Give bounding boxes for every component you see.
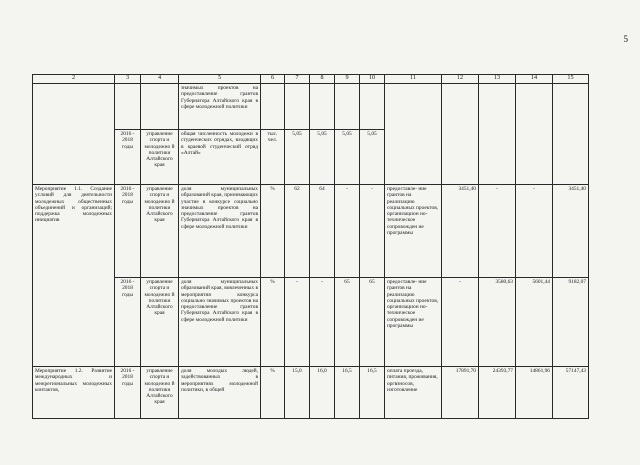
value-cell: 16,0 [310, 367, 335, 419]
unit-cell: % [261, 185, 285, 278]
indicator-cell: значимых проектов на предоставление грантов Губернатора Алтайского края в сфере молодежной политики [179, 84, 261, 130]
value-cell: 16,5 [360, 367, 385, 419]
header-cell: 9 [335, 75, 360, 84]
header-cell: 10 [360, 75, 385, 84]
header-cell: 7 [285, 75, 310, 84]
value-cell: - [285, 278, 310, 367]
table-row [33, 130, 589, 185]
header-cell: 14 [516, 75, 553, 84]
header-cell: 11 [385, 75, 442, 84]
value-cell: 16,5 [335, 367, 360, 419]
header-cell: 15 [553, 75, 589, 84]
header-cell: 5 [179, 75, 261, 84]
activity-cell: предоставле- ние грантов на реализацию социальных проектов, организацион но- техническое сопровожден ие программы [385, 278, 442, 367]
value-cell: 62 [285, 185, 310, 278]
value-cell: 57147,43 [553, 367, 589, 419]
value-cell: 65 [360, 278, 385, 367]
indicator-cell: доля муниципальных образований края, принимающих участие в конкурсе социально значимых проектов на предоставление грантов Губернатора Алтайского края в сфере молодежной политики [179, 185, 261, 278]
value-cell: 17891,70 [442, 367, 479, 419]
header-cell: 3 [115, 75, 141, 84]
period-cell: 2016 - 2018 годы [115, 278, 141, 367]
indicator-cell: общая численность молодежи в студенческих отрядах, входящих в краевой студенческий отряд «Алтай» [179, 130, 261, 185]
value-cell: 64 [310, 185, 335, 278]
value-cell: 3580,63 [479, 278, 516, 367]
table-row [33, 84, 589, 130]
value-cell: 5,05 [285, 130, 310, 185]
value-cell: 24393,77 [479, 367, 516, 419]
value-cell: 15,0 [285, 367, 310, 419]
value-cell: 5,05 [360, 130, 385, 185]
value-cell: - [516, 185, 553, 278]
activity-cell: предоставле- ние грантов на реализацию социальных проектов, организацион но- техническое сопровожден ие программы [385, 185, 442, 278]
value-cell: - [479, 185, 516, 278]
value-cell: 5601,44 [516, 278, 553, 367]
value-cell: - [335, 185, 360, 278]
header-row [33, 75, 589, 84]
header-cell: 4 [141, 75, 179, 84]
unit-cell: % [261, 278, 285, 367]
value-cell: - [360, 185, 385, 278]
period-cell: 2016 - 2018 годы [115, 367, 141, 419]
activity-cell: оплата проезда, питания, проживания, оргвзносов, изготовление [385, 367, 442, 419]
value-cell: 9182,07 [553, 278, 589, 367]
event-cell: Мероприятие 1.1. Создание условий для деятельности молодежных общественных объединений и организаций; поддержка молодежных инициатив [33, 185, 115, 367]
header-cell: 13 [479, 75, 516, 84]
value-cell: - [442, 278, 479, 367]
unit-cell: % [261, 367, 285, 419]
header-cell: 8 [310, 75, 335, 84]
period-cell: 2016 - 2018 годы [115, 185, 141, 278]
page-number: 5 [623, 34, 628, 44]
value-cell: 3451,40 [442, 185, 479, 278]
header-cell: 2 [33, 75, 115, 84]
indicator-cell: доля молодых людей, задействованных в мероприятиях молодежной политики, в общей [179, 367, 261, 419]
value-cell: 5,05 [335, 130, 360, 185]
value-cell: 5,05 [310, 130, 335, 185]
executor-cell: управление спорта и молодежно й политики Алтайского края [141, 130, 179, 185]
value-cell: 65 [335, 278, 360, 367]
value-cell: - [310, 278, 335, 367]
value-cell: 3451,40 [553, 185, 589, 278]
table-row [33, 185, 589, 278]
table-row [33, 367, 589, 419]
header-cell: 6 [261, 75, 285, 84]
unit-cell: тыс. чел. [261, 130, 285, 185]
period-cell: 2016 - 2018 годы [115, 130, 141, 185]
event-cell: Мероприятие 1.2. Развитие международных и межрегиональных молодежных контактов, [33, 367, 115, 419]
program-table [32, 74, 589, 419]
header-cell: 12 [442, 75, 479, 84]
indicator-cell: доля муниципальных образований края, вовлеченных в мероприятия конкурса социально значимых проектов на предоставление грантов Губернатора Алтайского края в сфере молодежной политики [179, 278, 261, 367]
table-row [33, 278, 589, 367]
executor-cell: управление спорта и молодежно й политики Алтайского края [141, 367, 179, 419]
executor-cell: управление спорта и молодежно й политики Алтайского края [141, 278, 179, 367]
executor-cell: управление спорта и молодежно й политики Алтайского края [141, 185, 179, 278]
value-cell: 14861,96 [516, 367, 553, 419]
